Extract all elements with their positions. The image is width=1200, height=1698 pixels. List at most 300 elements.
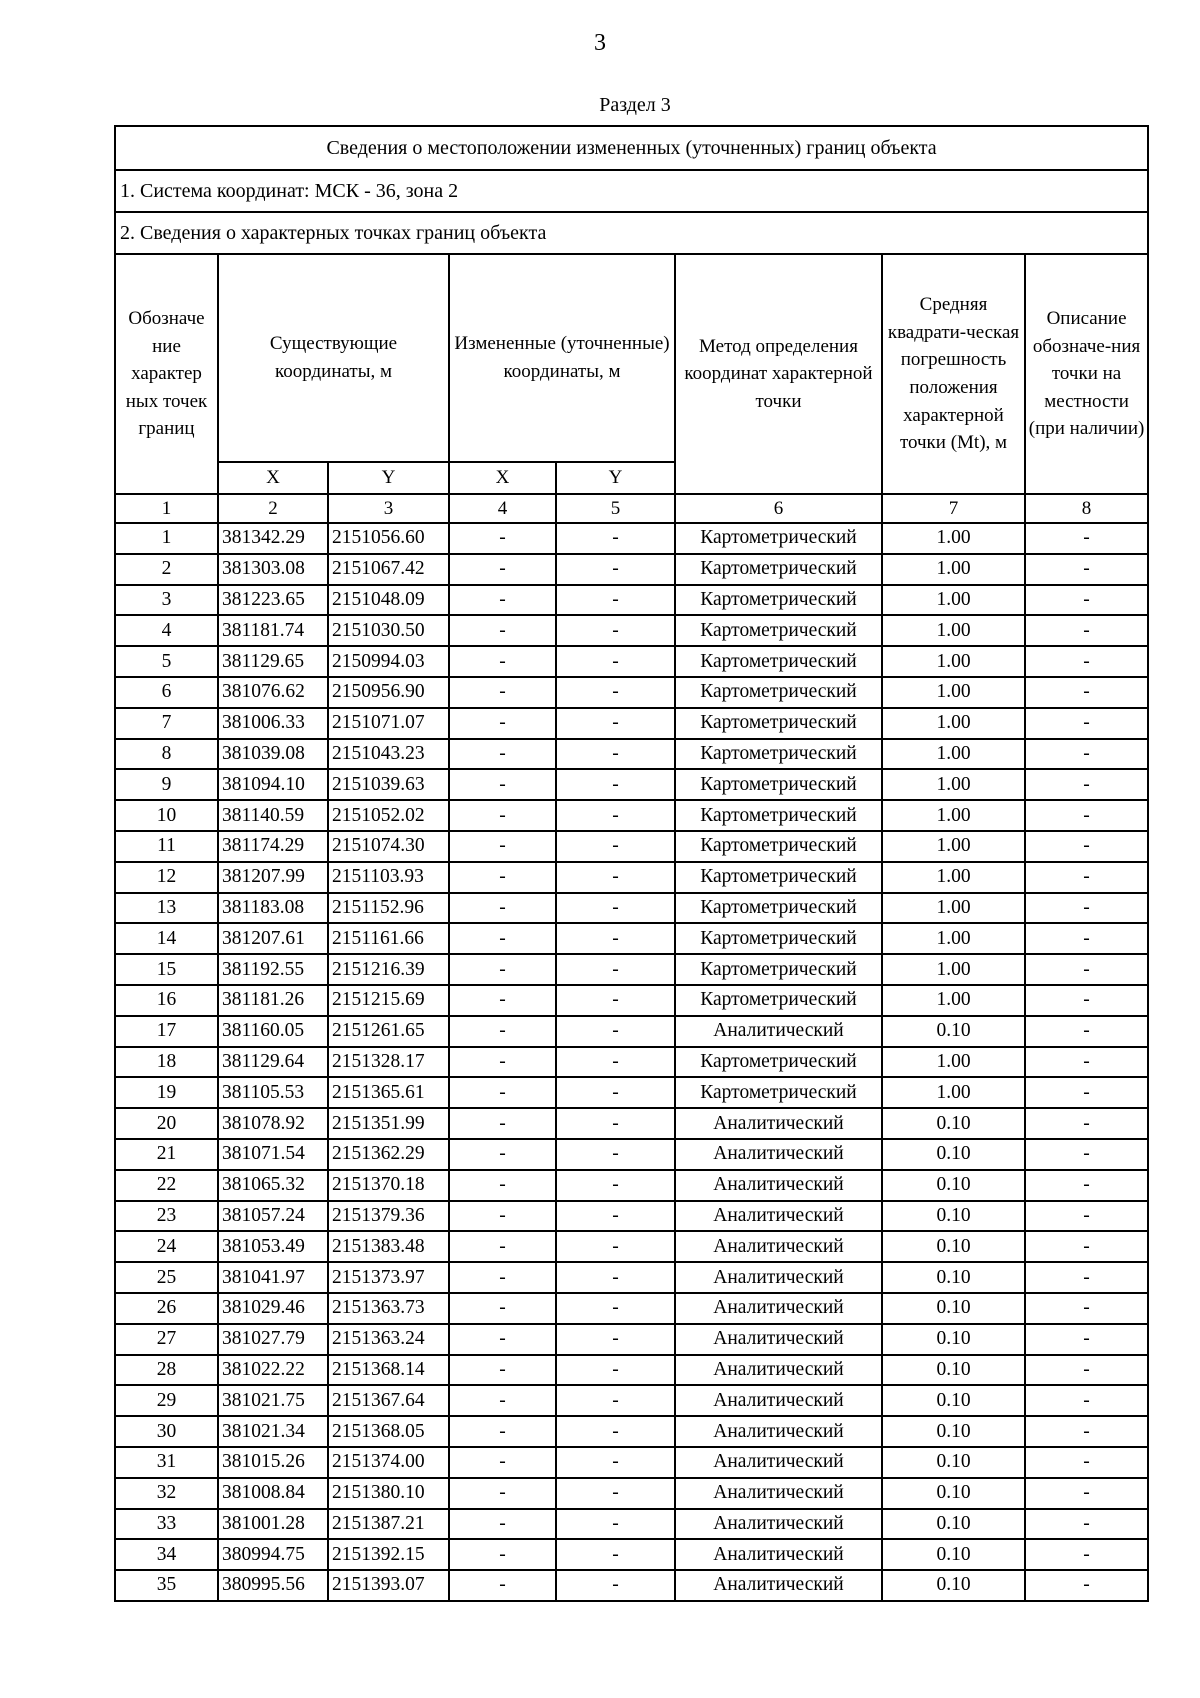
- cell-existing-y: 2151373.97: [328, 1262, 449, 1293]
- cell-existing-x: 381183.08: [218, 893, 328, 924]
- header-changed-y: Y: [556, 462, 675, 494]
- table-row: [115, 523, 1148, 554]
- cell-description: -: [1025, 1539, 1148, 1570]
- cell-method: Картометрический: [675, 646, 882, 677]
- cell-error: 0.10: [882, 1262, 1025, 1293]
- cell-method: Картометрический: [675, 831, 882, 862]
- header-existing-x: X: [218, 462, 328, 494]
- cell-description: -: [1025, 1262, 1148, 1293]
- table-row: [115, 585, 1148, 616]
- cell-changed-x: -: [449, 1016, 556, 1047]
- cell-changed-y: -: [556, 769, 675, 800]
- cell-existing-x: 381223.65: [218, 585, 328, 616]
- cell-changed-y: -: [556, 954, 675, 985]
- cell-existing-x: 381076.62: [218, 677, 328, 708]
- cell-description: -: [1025, 954, 1148, 985]
- points-heading: 2. Сведения о характерных точках границ объекта: [115, 212, 1148, 254]
- cell-description: -: [1025, 1231, 1148, 1262]
- cell-description: -: [1025, 523, 1148, 554]
- header-existing-coords: Существующие координаты, м: [218, 254, 449, 462]
- cell-description: -: [1025, 708, 1148, 739]
- cell-point-number: 20: [115, 1108, 218, 1139]
- cell-changed-y: -: [556, 1077, 675, 1108]
- table-row: [115, 1262, 1148, 1293]
- cell-existing-y: 2151056.60: [328, 523, 449, 554]
- cell-existing-x: 381029.46: [218, 1293, 328, 1324]
- cell-description: -: [1025, 1170, 1148, 1201]
- cell-changed-y: -: [556, 1139, 675, 1170]
- table-row: [115, 1231, 1148, 1262]
- cell-point-number: 5: [115, 646, 218, 677]
- table-row: [115, 893, 1148, 924]
- cell-description: -: [1025, 1385, 1148, 1416]
- cell-method: Аналитический: [675, 1108, 882, 1139]
- cell-error: 0.10: [882, 1170, 1025, 1201]
- cell-existing-x: 381129.65: [218, 646, 328, 677]
- cell-error: 1.00: [882, 800, 1025, 831]
- cell-description: -: [1025, 1478, 1148, 1509]
- cell-changed-y: -: [556, 1231, 675, 1262]
- cell-changed-x: -: [449, 1139, 556, 1170]
- cell-description: -: [1025, 1047, 1148, 1078]
- cell-method: Аналитический: [675, 1416, 882, 1447]
- cell-existing-x: 381160.05: [218, 1016, 328, 1047]
- cell-point-number: 35: [115, 1570, 218, 1601]
- cell-error: 0.10: [882, 1324, 1025, 1355]
- table-row: [115, 923, 1148, 954]
- cell-description: -: [1025, 646, 1148, 677]
- table-row: [115, 1385, 1148, 1416]
- cell-existing-y: 2151383.48: [328, 1231, 449, 1262]
- cell-changed-x: -: [449, 1539, 556, 1570]
- cell-existing-x: 381207.61: [218, 923, 328, 954]
- cell-error: 1.00: [882, 1077, 1025, 1108]
- cell-description: -: [1025, 893, 1148, 924]
- cell-changed-x: -: [449, 985, 556, 1016]
- cell-method: Аналитический: [675, 1201, 882, 1232]
- cell-description: -: [1025, 923, 1148, 954]
- table-row: [115, 1539, 1148, 1570]
- table-caption: Сведения о местоположении измененных (уточненных) границ объекта: [115, 126, 1148, 170]
- cell-point-number: 11: [115, 831, 218, 862]
- header-changed-x: X: [449, 462, 556, 494]
- column-number: 7: [882, 494, 1025, 523]
- cell-existing-y: 2151052.02: [328, 800, 449, 831]
- section-title: Раздел 3: [599, 94, 671, 116]
- cell-changed-x: -: [449, 1170, 556, 1201]
- cell-existing-x: 381006.33: [218, 708, 328, 739]
- cell-existing-y: 2151043.23: [328, 739, 449, 770]
- cell-changed-x: -: [449, 1293, 556, 1324]
- cell-description: -: [1025, 985, 1148, 1016]
- cell-existing-y: 2151216.39: [328, 954, 449, 985]
- cell-point-number: 10: [115, 800, 218, 831]
- cell-existing-y: 2151074.30: [328, 831, 449, 862]
- cell-changed-y: -: [556, 708, 675, 739]
- cell-error: 1.00: [882, 523, 1025, 554]
- cell-changed-x: -: [449, 1201, 556, 1232]
- cell-existing-x: 381021.34: [218, 1416, 328, 1447]
- cell-point-number: 13: [115, 893, 218, 924]
- cell-changed-x: -: [449, 769, 556, 800]
- cell-existing-y: 2151365.61: [328, 1077, 449, 1108]
- table-row: [115, 1355, 1148, 1386]
- cell-existing-y: 2151393.07: [328, 1570, 449, 1601]
- cell-description: -: [1025, 677, 1148, 708]
- cell-error: 0.10: [882, 1293, 1025, 1324]
- cell-description: -: [1025, 831, 1148, 862]
- cell-method: Картометрический: [675, 1077, 882, 1108]
- cell-existing-x: 381078.92: [218, 1108, 328, 1139]
- header-error: Средняя квадрати-ческая погрешность положения характерной точки (Mt), м: [882, 254, 1025, 494]
- cell-description: -: [1025, 1201, 1148, 1232]
- cell-error: 1.00: [882, 646, 1025, 677]
- cell-method: Аналитический: [675, 1478, 882, 1509]
- cell-changed-y: -: [556, 1170, 675, 1201]
- cell-existing-x: 381001.28: [218, 1509, 328, 1540]
- cell-description: -: [1025, 1416, 1148, 1447]
- cell-error: 1.00: [882, 615, 1025, 646]
- coord-system-row: [115, 170, 1148, 212]
- table-row: [115, 708, 1148, 739]
- cell-method: Картометрический: [675, 893, 882, 924]
- cell-method: Аналитический: [675, 1139, 882, 1170]
- points-heading-row: [115, 212, 1148, 254]
- table-row: [115, 646, 1148, 677]
- cell-existing-x: 381071.54: [218, 1139, 328, 1170]
- cell-point-number: 29: [115, 1385, 218, 1416]
- cell-description: -: [1025, 585, 1148, 616]
- table-row: [115, 1447, 1148, 1478]
- cell-point-number: 15: [115, 954, 218, 985]
- cell-error: 0.10: [882, 1539, 1025, 1570]
- cell-point-number: 21: [115, 1139, 218, 1170]
- cell-changed-x: -: [449, 1509, 556, 1540]
- caption-row: [115, 126, 1148, 170]
- cell-changed-x: -: [449, 1077, 556, 1108]
- cell-existing-y: 2151161.66: [328, 923, 449, 954]
- cell-error: 0.10: [882, 1139, 1025, 1170]
- cell-error: 1.00: [882, 708, 1025, 739]
- cell-method: Аналитический: [675, 1324, 882, 1355]
- cell-existing-y: 2150994.03: [328, 646, 449, 677]
- cell-description: -: [1025, 1570, 1148, 1601]
- cell-point-number: 24: [115, 1231, 218, 1262]
- cell-existing-y: 2151030.50: [328, 615, 449, 646]
- table-row: [115, 1478, 1148, 1509]
- cell-existing-y: 2151387.21: [328, 1509, 449, 1540]
- cell-point-number: 4: [115, 615, 218, 646]
- table-row: [115, 862, 1148, 893]
- page-number: 3: [594, 30, 606, 56]
- column-numbers-row: [115, 494, 1148, 523]
- table-row: [115, 954, 1148, 985]
- cell-existing-x: 381022.22: [218, 1355, 328, 1386]
- cell-description: -: [1025, 1016, 1148, 1047]
- cell-description: -: [1025, 1355, 1148, 1386]
- cell-point-number: 26: [115, 1293, 218, 1324]
- cell-changed-x: -: [449, 708, 556, 739]
- cell-description: -: [1025, 1293, 1148, 1324]
- cell-method: Аналитический: [675, 1539, 882, 1570]
- cell-changed-y: -: [556, 1016, 675, 1047]
- cell-error: 0.10: [882, 1201, 1025, 1232]
- cell-existing-y: 2151392.15: [328, 1539, 449, 1570]
- cell-method: Картометрический: [675, 677, 882, 708]
- cell-point-number: 31: [115, 1447, 218, 1478]
- cell-point-number: 7: [115, 708, 218, 739]
- cell-existing-y: 2151067.42: [328, 554, 449, 585]
- cell-error: 0.10: [882, 1231, 1025, 1262]
- cell-error: 0.10: [882, 1108, 1025, 1139]
- table-row: [115, 1108, 1148, 1139]
- cell-description: -: [1025, 1139, 1148, 1170]
- cell-error: 0.10: [882, 1016, 1025, 1047]
- cell-method: Картометрический: [675, 862, 882, 893]
- cell-existing-x: 381041.97: [218, 1262, 328, 1293]
- header-method: Метод определения координат характерной точки: [675, 254, 882, 494]
- cell-changed-y: -: [556, 1108, 675, 1139]
- cell-changed-y: -: [556, 862, 675, 893]
- cell-changed-x: -: [449, 646, 556, 677]
- cell-point-number: 32: [115, 1478, 218, 1509]
- cell-method: Картометрический: [675, 1047, 882, 1078]
- table-row: [115, 1324, 1148, 1355]
- cell-changed-x: -: [449, 1355, 556, 1386]
- cell-existing-y: 2151379.36: [328, 1201, 449, 1232]
- cell-changed-y: -: [556, 585, 675, 616]
- cell-existing-x: 381303.08: [218, 554, 328, 585]
- cell-existing-y: 2151374.00: [328, 1447, 449, 1478]
- cell-changed-x: -: [449, 1108, 556, 1139]
- cell-existing-y: 2151215.69: [328, 985, 449, 1016]
- cell-point-number: 28: [115, 1355, 218, 1386]
- cell-error: 0.10: [882, 1416, 1025, 1447]
- table-row: [115, 739, 1148, 770]
- column-number: 4: [449, 494, 556, 523]
- cell-method: Аналитический: [675, 1385, 882, 1416]
- cell-existing-y: 2151328.17: [328, 1047, 449, 1078]
- cell-changed-y: -: [556, 800, 675, 831]
- cell-error: 1.00: [882, 677, 1025, 708]
- cell-description: -: [1025, 769, 1148, 800]
- cell-changed-x: -: [449, 1262, 556, 1293]
- cell-changed-y: -: [556, 1478, 675, 1509]
- column-number: 6: [675, 494, 882, 523]
- cell-method: Картометрический: [675, 923, 882, 954]
- cell-error: 0.10: [882, 1385, 1025, 1416]
- column-number: 2: [218, 494, 328, 523]
- column-number: 5: [556, 494, 675, 523]
- cell-method: Картометрический: [675, 739, 882, 770]
- cell-existing-y: 2151152.96: [328, 893, 449, 924]
- cell-error: 1.00: [882, 862, 1025, 893]
- cell-changed-y: -: [556, 1047, 675, 1078]
- table-row: [115, 1016, 1148, 1047]
- table-row: [115, 677, 1148, 708]
- cell-description: -: [1025, 1447, 1148, 1478]
- cell-existing-x: 381008.84: [218, 1478, 328, 1509]
- cell-point-number: 14: [115, 923, 218, 954]
- cell-description: -: [1025, 1108, 1148, 1139]
- cell-method: Аналитический: [675, 1509, 882, 1540]
- cell-changed-x: -: [449, 1478, 556, 1509]
- cell-existing-x: 381192.55: [218, 954, 328, 985]
- cell-description: -: [1025, 800, 1148, 831]
- cell-changed-x: -: [449, 800, 556, 831]
- cell-error: 0.10: [882, 1509, 1025, 1540]
- table-row: [115, 1509, 1148, 1540]
- cell-description: -: [1025, 1324, 1148, 1355]
- cell-existing-y: 2151368.05: [328, 1416, 449, 1447]
- cell-point-number: 25: [115, 1262, 218, 1293]
- cell-existing-x: 380995.56: [218, 1570, 328, 1601]
- cell-error: 1.00: [882, 923, 1025, 954]
- cell-changed-x: -: [449, 1324, 556, 1355]
- header-point-designation: Обозначе ние характер ных точек границ: [115, 254, 218, 494]
- cell-method: Картометрический: [675, 954, 882, 985]
- column-number: 8: [1025, 494, 1148, 523]
- cell-changed-x: -: [449, 862, 556, 893]
- cell-changed-y: -: [556, 1539, 675, 1570]
- table-row: [115, 1170, 1148, 1201]
- table-row: [115, 985, 1148, 1016]
- cell-description: -: [1025, 739, 1148, 770]
- cell-changed-x: -: [449, 554, 556, 585]
- cell-existing-x: 381027.79: [218, 1324, 328, 1355]
- cell-error: 0.10: [882, 1478, 1025, 1509]
- cell-description: -: [1025, 1077, 1148, 1108]
- cell-point-number: 16: [115, 985, 218, 1016]
- cell-changed-y: -: [556, 554, 675, 585]
- cell-existing-x: 380994.75: [218, 1539, 328, 1570]
- table-row: [115, 1139, 1148, 1170]
- cell-point-number: 9: [115, 769, 218, 800]
- cell-point-number: 2: [115, 554, 218, 585]
- cell-method: Аналитический: [675, 1170, 882, 1201]
- cell-error: 1.00: [882, 831, 1025, 862]
- cell-changed-x: -: [449, 739, 556, 770]
- cell-point-number: 12: [115, 862, 218, 893]
- cell-existing-x: 381207.99: [218, 862, 328, 893]
- cell-existing-y: 2151351.99: [328, 1108, 449, 1139]
- cell-changed-y: -: [556, 1385, 675, 1416]
- cell-point-number: 8: [115, 739, 218, 770]
- cell-error: 1.00: [882, 954, 1025, 985]
- cell-existing-y: 2151370.18: [328, 1170, 449, 1201]
- cell-existing-y: 2151367.64: [328, 1385, 449, 1416]
- cell-changed-y: -: [556, 646, 675, 677]
- cell-changed-y: -: [556, 523, 675, 554]
- column-number: 3: [328, 494, 449, 523]
- cell-changed-x: -: [449, 1047, 556, 1078]
- cell-existing-x: 381015.26: [218, 1447, 328, 1478]
- cell-existing-x: 381057.24: [218, 1201, 328, 1232]
- table-row: [115, 1077, 1148, 1108]
- cell-changed-y: -: [556, 1293, 675, 1324]
- cell-changed-x: -: [449, 1385, 556, 1416]
- cell-existing-y: 2151363.24: [328, 1324, 449, 1355]
- cell-existing-x: 381181.74: [218, 615, 328, 646]
- cell-changed-x: -: [449, 585, 556, 616]
- cell-changed-x: -: [449, 523, 556, 554]
- cell-changed-y: -: [556, 739, 675, 770]
- cell-changed-y: -: [556, 1355, 675, 1386]
- boundary-points-table: [114, 125, 1149, 1602]
- coord-system: 1. Система координат: МСК - 36, зона 2: [115, 170, 1148, 212]
- cell-method: Аналитический: [675, 1231, 882, 1262]
- cell-description: -: [1025, 1509, 1148, 1540]
- cell-method: Аналитический: [675, 1447, 882, 1478]
- cell-changed-y: -: [556, 1570, 675, 1601]
- table-row: [115, 1047, 1148, 1078]
- cell-point-number: 33: [115, 1509, 218, 1540]
- cell-error: 0.10: [882, 1570, 1025, 1601]
- table-row: [115, 615, 1148, 646]
- cell-changed-y: -: [556, 615, 675, 646]
- cell-existing-x: 381039.08: [218, 739, 328, 770]
- cell-changed-x: -: [449, 615, 556, 646]
- cell-existing-y: 2151048.09: [328, 585, 449, 616]
- cell-method: Аналитический: [675, 1293, 882, 1324]
- cell-changed-x: -: [449, 893, 556, 924]
- cell-method: Картометрический: [675, 615, 882, 646]
- cell-changed-y: -: [556, 677, 675, 708]
- cell-error: 0.10: [882, 1355, 1025, 1386]
- cell-point-number: 23: [115, 1201, 218, 1232]
- cell-method: Картометрический: [675, 554, 882, 585]
- cell-error: 0.10: [882, 1447, 1025, 1478]
- cell-description: -: [1025, 615, 1148, 646]
- cell-existing-x: 381129.64: [218, 1047, 328, 1078]
- header-row-main: [115, 254, 1148, 462]
- cell-changed-y: -: [556, 1509, 675, 1540]
- cell-existing-y: 2151362.29: [328, 1139, 449, 1170]
- cell-method: Аналитический: [675, 1016, 882, 1047]
- cell-point-number: 3: [115, 585, 218, 616]
- cell-existing-x: 381105.53: [218, 1077, 328, 1108]
- cell-existing-y: 2151380.10: [328, 1478, 449, 1509]
- table-row: [115, 1201, 1148, 1232]
- table-row: [115, 831, 1148, 862]
- cell-error: 1.00: [882, 585, 1025, 616]
- cell-existing-x: 381140.59: [218, 800, 328, 831]
- cell-description: -: [1025, 862, 1148, 893]
- column-number: 1: [115, 494, 218, 523]
- cell-method: Аналитический: [675, 1570, 882, 1601]
- cell-changed-x: -: [449, 954, 556, 985]
- cell-existing-x: 381181.26: [218, 985, 328, 1016]
- cell-existing-x: 381021.75: [218, 1385, 328, 1416]
- cell-changed-x: -: [449, 923, 556, 954]
- cell-changed-y: -: [556, 1201, 675, 1232]
- cell-existing-y: 2151368.14: [328, 1355, 449, 1386]
- cell-changed-x: -: [449, 1447, 556, 1478]
- cell-changed-y: -: [556, 1262, 675, 1293]
- cell-method: Картометрический: [675, 985, 882, 1016]
- cell-error: 1.00: [882, 769, 1025, 800]
- cell-method: Картометрический: [675, 523, 882, 554]
- cell-changed-x: -: [449, 1231, 556, 1262]
- cell-changed-y: -: [556, 985, 675, 1016]
- cell-error: 1.00: [882, 985, 1025, 1016]
- cell-existing-x: 381065.32: [218, 1170, 328, 1201]
- table-row: [115, 800, 1148, 831]
- cell-existing-x: 381094.10: [218, 769, 328, 800]
- cell-error: 1.00: [882, 739, 1025, 770]
- cell-changed-y: -: [556, 923, 675, 954]
- cell-existing-y: 2151039.63: [328, 769, 449, 800]
